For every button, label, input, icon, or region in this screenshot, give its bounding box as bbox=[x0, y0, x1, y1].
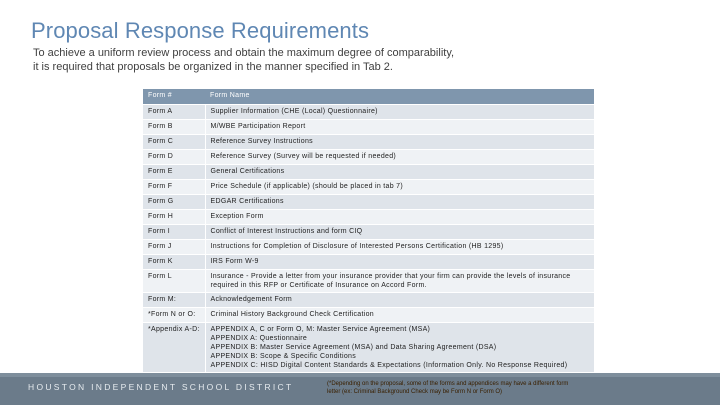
table-body bbox=[143, 105, 594, 373]
table-row bbox=[143, 195, 594, 210]
form-number-cell: *Appendix A-D: bbox=[143, 323, 205, 373]
intro-line: it is required that proposals be organized in the manner specified in Tab 2. bbox=[33, 61, 393, 73]
form-name-cell bbox=[205, 293, 594, 308]
form-number-cell: Form L bbox=[143, 270, 205, 293]
form-name-line: Exception Form bbox=[210, 213, 264, 220]
table-row bbox=[143, 323, 594, 373]
header-form-name: Form Name bbox=[205, 89, 594, 105]
form-name-cell bbox=[205, 195, 594, 210]
form-number-cell: Form H bbox=[143, 210, 205, 225]
table-row bbox=[143, 120, 594, 135]
form-name-cell bbox=[205, 308, 594, 323]
form-number-cell: Form K bbox=[143, 255, 205, 270]
form-name-line: Price Schedule (if applicable) (should be placed in tab 7) bbox=[210, 183, 404, 190]
form-name-line: APPENDIX C: HISD Digital Content Standards & Expectations (Information Only. No Response Required) bbox=[210, 362, 568, 369]
form-name-line: General Certifications bbox=[210, 168, 285, 175]
table-row bbox=[143, 105, 594, 120]
table-row bbox=[143, 210, 594, 225]
form-name-cell bbox=[205, 323, 594, 373]
form-name-cell bbox=[205, 270, 594, 293]
form-name-line: APPENDIX B: Scope & Specific Conditions bbox=[210, 353, 357, 360]
form-name-cell bbox=[205, 225, 594, 240]
form-name-line: Supplier Information (CHE (Local) Questionnaire) bbox=[210, 108, 378, 115]
form-name-line: M/WBE Participation Report bbox=[210, 123, 306, 130]
header-form-number: Form # bbox=[143, 89, 205, 105]
form-name-line: APPENDIX A, C or Form O, M: Master Service Agreement (MSA) bbox=[210, 326, 431, 333]
footer-note-line: (*Depending on the proposal, some of the forms and appendices may have a different form bbox=[327, 381, 569, 387]
form-number-cell: Form J bbox=[143, 240, 205, 255]
form-name-cell bbox=[205, 120, 594, 135]
table-row bbox=[143, 150, 594, 165]
district-name: HOUSTON INDEPENDENT SCHOOL DISTRICT bbox=[28, 382, 294, 392]
forms-table bbox=[143, 89, 594, 373]
form-name-line: Reference Survey Instructions bbox=[210, 138, 313, 145]
footer-band bbox=[0, 373, 720, 377]
form-name-line: Conflict of Interest Instructions and form CIQ bbox=[210, 228, 363, 235]
form-number-cell: Form G bbox=[143, 195, 205, 210]
form-number-cell: Form B bbox=[143, 120, 205, 135]
footer-note bbox=[327, 380, 617, 396]
form-name-line: APPENDIX B: Master Service Agreement (MSA) and Data Sharing Agreement (DSA) bbox=[210, 344, 497, 351]
table-row bbox=[143, 270, 594, 293]
form-name-line: EDGAR Certifications bbox=[210, 198, 284, 205]
table-row bbox=[143, 293, 594, 308]
table-row bbox=[143, 240, 594, 255]
table-header-row bbox=[143, 89, 594, 105]
form-name-line: Insurance - Provide a letter from your insurance provider that your firm can provide the levels of insurance bbox=[210, 273, 571, 280]
table-row bbox=[143, 225, 594, 240]
form-name-cell bbox=[205, 165, 594, 180]
form-number-cell: Form M: bbox=[143, 293, 205, 308]
form-number-cell: Form I bbox=[143, 225, 205, 240]
form-number-cell: *Form N or O: bbox=[143, 308, 205, 323]
form-number-cell: Form C bbox=[143, 135, 205, 150]
table-row bbox=[143, 308, 594, 323]
intro-text bbox=[33, 46, 673, 74]
form-name-cell bbox=[205, 105, 594, 120]
form-name-cell bbox=[205, 210, 594, 225]
table-row bbox=[143, 165, 594, 180]
form-name-cell bbox=[205, 150, 594, 165]
table-row bbox=[143, 135, 594, 150]
form-name-line: Reference Survey (Survey will be requested if needed) bbox=[210, 153, 397, 160]
form-name-line: APPENDIX A: Questionnaire bbox=[210, 335, 308, 342]
intro-line: To achieve a uniform review process and obtain the maximum degree of comparability, bbox=[33, 47, 455, 59]
form-name-line: Acknowledgement Form bbox=[210, 296, 292, 303]
page-title: Proposal Response Requirements bbox=[31, 18, 370, 43]
form-number-cell: Form F bbox=[143, 180, 205, 195]
form-name-cell bbox=[205, 240, 594, 255]
form-name-cell bbox=[205, 255, 594, 270]
table-row bbox=[143, 180, 594, 195]
form-name-line: IRS Form W-9 bbox=[210, 258, 259, 265]
form-name-cell bbox=[205, 180, 594, 195]
table-row bbox=[143, 255, 594, 270]
form-name-line: Instructions for Completion of Disclosure of Interested Persons Certification (HB 1295) bbox=[210, 243, 504, 250]
form-name-line: Criminal History Background Check Certification bbox=[210, 311, 374, 318]
form-number-cell: Form A bbox=[143, 105, 205, 120]
form-number-cell: Form E bbox=[143, 165, 205, 180]
form-name-line: required in this RFP or Certificate of Insurance on Accord Form. bbox=[210, 282, 427, 289]
form-name-cell bbox=[205, 135, 594, 150]
footer-note-line: letter (ex: Criminal Background Check may be Form N or Form O) bbox=[327, 389, 503, 395]
form-number-cell: Form D bbox=[143, 150, 205, 165]
